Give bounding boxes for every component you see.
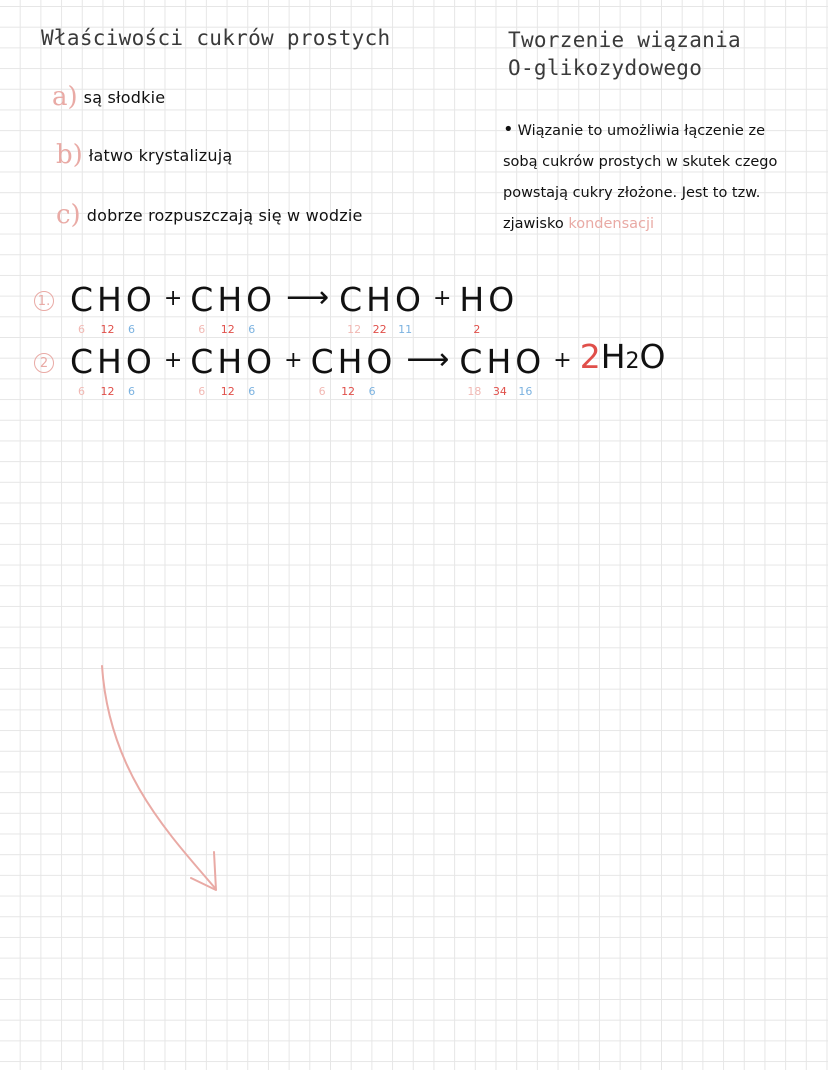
subscript-h: 2 <box>625 349 640 374</box>
note-glycosidic-bond <box>503 114 803 240</box>
plus-sign: + <box>284 348 303 373</box>
equation-number-badge: 2 <box>34 353 54 373</box>
formula-water <box>459 280 519 336</box>
subscript-h: 34 <box>492 385 507 398</box>
subscript-o: 16 <box>518 385 533 398</box>
formula-o: O <box>639 337 666 376</box>
subscript-c: 6 <box>318 385 326 398</box>
plus-sign: + <box>163 348 183 373</box>
formula-text: CHO <box>70 342 156 381</box>
subscript-h: 12 <box>220 323 235 336</box>
subscript-o: 6 <box>248 323 256 336</box>
subscript-h: 22 <box>372 323 387 336</box>
formula-disaccharide <box>339 280 425 336</box>
plus-sign: + <box>553 348 572 373</box>
subscript-h: 2 <box>473 323 481 336</box>
subscript-o: 6 <box>128 385 135 398</box>
plus-sign: + <box>432 286 452 311</box>
subscript-h: 12 <box>100 385 115 398</box>
subscript-c: 6 <box>198 385 206 398</box>
formula-text: HO <box>459 280 519 319</box>
formula-water <box>580 338 666 381</box>
subscript-h: 12 <box>341 385 356 398</box>
subscript-o: 6 <box>368 385 376 398</box>
formula-glucose <box>310 342 397 398</box>
formula-glucose <box>190 342 277 398</box>
note-accent-word: kondensacji <box>568 216 655 232</box>
coefficient: 2 <box>579 337 601 376</box>
property-letter: c) <box>56 200 81 230</box>
formula-glucose <box>70 342 156 398</box>
title-right <box>508 26 741 82</box>
property-text: są słodkie <box>83 87 166 107</box>
subscript-c: 18 <box>467 385 482 398</box>
subscript-o: 6 <box>128 323 135 336</box>
property-a <box>52 82 165 112</box>
curved-arrow-icon <box>95 660 235 900</box>
formula-text: CHO <box>70 280 156 319</box>
subscript-c: 12 <box>347 323 362 336</box>
equation-number-badge: 1. <box>34 291 54 311</box>
property-letter: b) <box>56 140 83 170</box>
subscript-h: 12 <box>220 385 235 398</box>
subscript-c: 6 <box>198 323 206 336</box>
formula-glucose <box>70 280 156 336</box>
formula-trisaccharide <box>459 342 546 398</box>
formula-glucose <box>190 280 277 336</box>
subscript-h: 12 <box>100 323 115 336</box>
title-left: Właściwości cukrów prostych <box>41 26 391 50</box>
property-text: łatwo krystalizują <box>88 145 233 165</box>
property-letter: a) <box>52 82 78 112</box>
property-c <box>56 200 363 230</box>
title-right-line2: O-glikozydowego <box>508 56 703 80</box>
equation-1 <box>34 280 519 336</box>
equation-2 <box>34 337 666 398</box>
subscript-c: 6 <box>78 385 85 398</box>
title-right-line1: Tworzenie wiązania <box>508 28 741 52</box>
reaction-arrow-icon: ⟶ <box>286 280 330 315</box>
subscript-c: 6 <box>78 323 85 336</box>
formula-text: CHO <box>310 342 397 381</box>
subscript-o: 6 <box>248 385 256 398</box>
property-text: dobrze rozpuszczają się w wodzie <box>86 205 363 225</box>
reaction-arrow-icon: ⟶ <box>406 342 450 377</box>
formula-text: CHO <box>190 280 277 319</box>
note-text: Wiązanie to umożliwia łączenie ze sobą cukrów prostych w skutek czego powstają cukry złożone. Jest to tzw. zjawisko <box>503 123 778 232</box>
formula-text: CHO <box>459 342 546 381</box>
property-b <box>56 140 232 170</box>
bullet-icon: • <box>503 119 514 140</box>
formula-h: H <box>600 337 626 376</box>
subscript-o: 11 <box>398 323 413 336</box>
plus-sign: + <box>163 286 183 311</box>
formula-text: CHO <box>190 342 277 381</box>
formula-text: CHO <box>339 280 425 319</box>
